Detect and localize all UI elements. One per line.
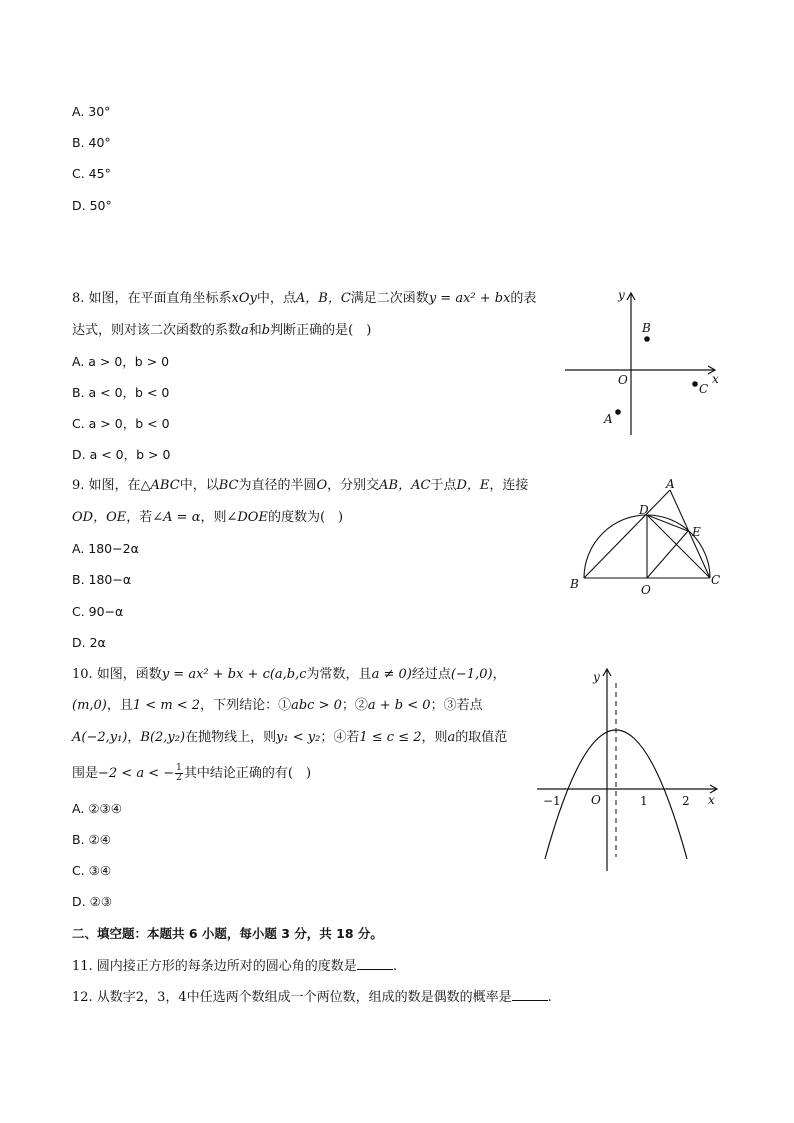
q10-fraction-half: $\frac{1}{2}$ xyxy=(176,763,182,783)
q12-answer-blank[interactable] xyxy=(512,988,548,1001)
q8-option-c: C. a > 0，b < 0 xyxy=(72,416,170,431)
q8-stem-line1: 8. 如图，在平面直角坐标系xOy中，点A，B，C满足二次函数y = ax² + bx的表 xyxy=(72,291,537,306)
q11-stem: 11. 圆内接正方形的每条边所对的圆心角的度数是 . xyxy=(72,959,397,974)
q12-stem: 12. 从数字2，3，4中任选两个数组成一个两位数，组成的数是偶数的概率是 . xyxy=(72,990,552,1005)
q10-option-d: D. ②③ xyxy=(72,894,112,909)
q10-option-a: A. ②③④ xyxy=(72,801,122,816)
q10-x-label: x xyxy=(708,793,715,807)
q9-label-c: C xyxy=(711,573,721,587)
q10-stem-line3: A(−2,y₁)，B(2,y₂)在抛物线上，则y₁ < y₂；④若1 ≤ c ≤ 2，则a的取值范 xyxy=(72,730,508,745)
q9-stem-line1: 9. 如图，在△ABC中，以BC为直径的半圆O，分别交AB，AC于点D，E，连接 xyxy=(72,478,529,493)
q9-option-b: B. 180−α xyxy=(72,572,132,587)
q7-option-d: D. 50° xyxy=(72,198,112,213)
q10-y-label: y xyxy=(593,670,600,684)
q10-option-b: B. ②④ xyxy=(72,832,111,847)
q8-x-label: x xyxy=(712,372,719,386)
q8-point-c xyxy=(692,381,698,387)
q10-tick-1: 1 xyxy=(640,794,648,808)
q8-point-a xyxy=(615,409,621,415)
q8-option-a: A. a > 0，b > 0 xyxy=(72,354,170,369)
q10-option-c: C. ③④ xyxy=(72,863,112,878)
q8-point-b-label: B xyxy=(642,321,651,335)
q9-segment-oe xyxy=(647,531,688,578)
q10-figure xyxy=(535,663,725,875)
q8-y-label: y xyxy=(618,288,625,302)
q11-answer-blank[interactable] xyxy=(357,957,393,970)
q8-origin-label: O xyxy=(618,373,628,387)
section2-heading: 二、填空题：本题共 6 小题，每小题 3 分，共 18 分。 xyxy=(72,926,383,941)
q10-tick-neg1: −1 xyxy=(543,794,561,808)
q9-label-o: O xyxy=(641,583,651,597)
q10-stem-line1: 10. 如图，函数y = ax² + bx + c(a,b,c为常数，且a ≠ 0)经过点(−1,0)， xyxy=(72,667,506,682)
q7-option-b: B. 40° xyxy=(72,135,111,150)
q9-option-d: D. 2α xyxy=(72,635,106,650)
q8-figure xyxy=(560,285,725,440)
q9-label-b: B xyxy=(570,577,579,591)
q9-figure xyxy=(565,478,730,603)
q8-point-b xyxy=(644,336,650,342)
q9-segment-de xyxy=(647,515,688,531)
q8-option-d: D. a < 0，b > 0 xyxy=(72,447,171,462)
q10-stem-line2: (m,0)，且1 < m < 2，下列结论：①abc > 0；②a + b < 0；③若点 xyxy=(72,698,483,713)
q9-option-a: A. 180−2α xyxy=(72,541,139,556)
q9-label-e: E xyxy=(692,525,701,539)
q10-origin-label: O xyxy=(591,793,601,807)
q9-stem-line2: OD，OE，若∠A = α，则∠DOE的度数为( ) xyxy=(72,510,344,525)
q8-point-a-label: A xyxy=(604,412,613,426)
q9-side-ab xyxy=(584,490,670,578)
q10-tick-2: 2 xyxy=(682,794,690,808)
q10-stem-line4: 围是−2 < a < − $\frac{1}{2}$ 其中结论正确的有( ) xyxy=(72,763,312,783)
q8-stem-line2: 达式，则对该二次函数的系数a和b判断正确的是( ) xyxy=(72,323,372,338)
q8-option-b: B. a < 0，b < 0 xyxy=(72,385,170,400)
q8-point-c-label: C xyxy=(699,382,709,396)
q9-label-d: D xyxy=(639,503,649,517)
q7-option-a: A. 30° xyxy=(72,104,111,119)
q9-label-a: A xyxy=(666,477,675,491)
q9-option-c: C. 90−α xyxy=(72,604,124,619)
q7-option-c: C. 45° xyxy=(72,166,111,181)
q9-side-ac xyxy=(670,490,710,578)
